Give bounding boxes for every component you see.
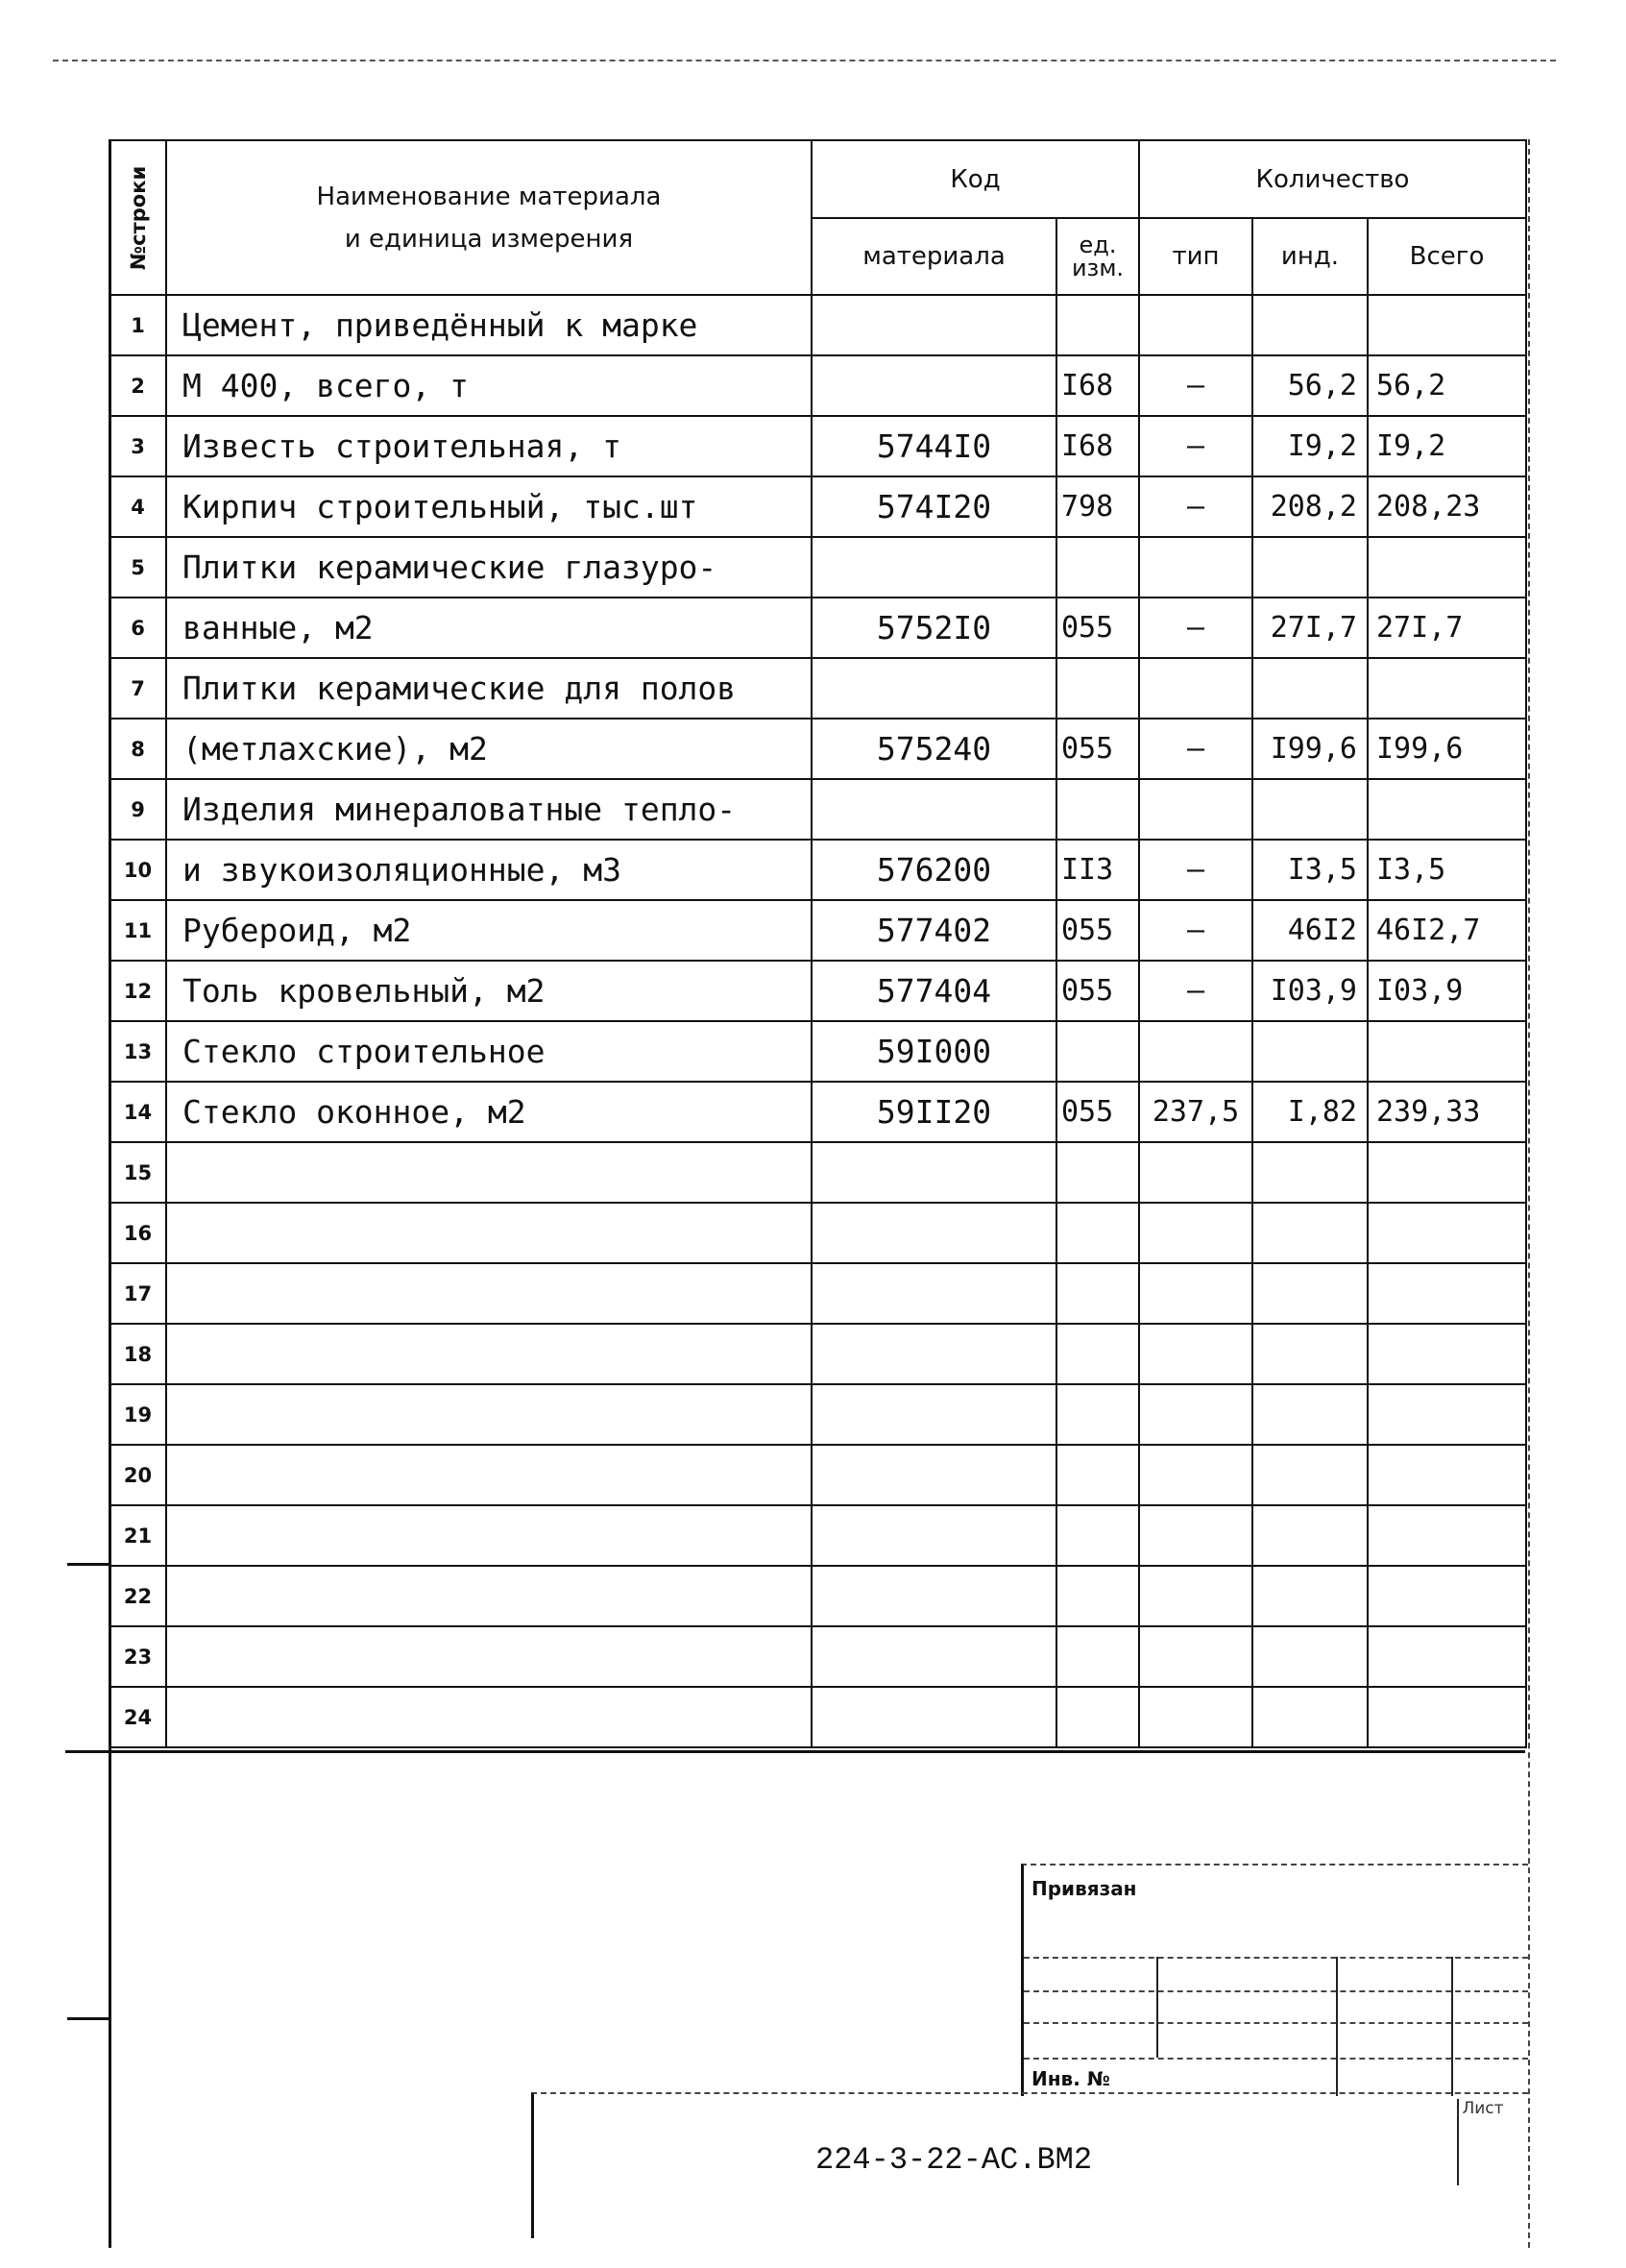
table-row <box>109 1505 1526 1566</box>
cell-name: Толь кровельный, м2 <box>166 961 812 1021</box>
cell-typ: – <box>1139 719 1252 779</box>
cell-code <box>812 1142 1056 1203</box>
cell-name <box>166 1263 812 1324</box>
table-row <box>109 719 1526 779</box>
cell-unit <box>1056 1445 1139 1505</box>
cell-no: 7 <box>109 658 166 719</box>
cell-name: Цемент, приведённый к марке <box>166 295 812 355</box>
cell-typ <box>1139 1505 1252 1566</box>
cell-ind <box>1252 295 1368 355</box>
table-row <box>109 416 1526 476</box>
cell-total: I99,6 <box>1368 719 1526 779</box>
cell-name: и звукоизоляционные, м3 <box>166 840 812 900</box>
cell-code <box>812 1626 1056 1687</box>
cell-ind <box>1252 1566 1368 1626</box>
cell-unit <box>1056 295 1139 355</box>
cell-total: I9,2 <box>1368 416 1526 476</box>
table-row <box>109 537 1526 597</box>
cell-typ: 237,5 <box>1139 1082 1252 1142</box>
top-border-line <box>53 60 1556 61</box>
cell-code <box>812 1263 1056 1324</box>
cell-code: 59I000 <box>812 1021 1056 1082</box>
cell-name: Плитки керамические глазуро- <box>166 537 812 597</box>
header-row-number <box>109 140 166 295</box>
cell-typ: – <box>1139 900 1252 961</box>
cell-ind: I99,6 <box>1252 719 1368 779</box>
cell-code: 59II20 <box>812 1082 1056 1142</box>
cell-total <box>1368 1445 1526 1505</box>
cell-name <box>166 1324 812 1384</box>
stamp-divider <box>1336 1957 1338 2096</box>
header-code: Код <box>812 140 1139 218</box>
cell-code: 576200 <box>812 840 1056 900</box>
cell-total: 27I,7 <box>1368 597 1526 658</box>
cell-no: 13 <box>109 1021 166 1082</box>
table-row <box>109 597 1526 658</box>
cell-unit: 798 <box>1056 476 1139 537</box>
table-row <box>109 1324 1526 1384</box>
cell-total: I3,5 <box>1368 840 1526 900</box>
cell-ind <box>1252 1142 1368 1203</box>
cell-name <box>166 1445 812 1505</box>
cell-ind <box>1252 779 1368 840</box>
header-row-number-label: №строки <box>126 165 150 270</box>
cell-total <box>1368 1626 1526 1687</box>
cell-total <box>1368 1142 1526 1203</box>
cell-ind <box>1252 1445 1368 1505</box>
cell-total: I03,9 <box>1368 961 1526 1021</box>
cell-unit: II3 <box>1056 840 1139 900</box>
cell-ind <box>1252 1626 1368 1687</box>
cell-unit <box>1056 1384 1139 1445</box>
cell-typ <box>1139 1142 1252 1203</box>
cell-typ: – <box>1139 416 1252 476</box>
cell-ind: 56,2 <box>1252 355 1368 416</box>
header-qty-ind: инд. <box>1252 218 1368 295</box>
cell-name <box>166 1566 812 1626</box>
header-qty-type: тип <box>1139 218 1252 295</box>
cell-code: 577402 <box>812 900 1056 961</box>
cell-name: Кирпич строительный, тыс.шт <box>166 476 812 537</box>
table-row <box>109 476 1526 537</box>
cell-name <box>166 1505 812 1566</box>
cell-name: Стекло оконное, м2 <box>166 1082 812 1142</box>
table-body <box>109 295 1526 1747</box>
margin-mark-upper <box>67 1563 110 1566</box>
sheet-number-box <box>1457 2099 1507 2185</box>
cell-ind <box>1252 1203 1368 1263</box>
cell-name: Известь строительная, т <box>166 416 812 476</box>
cell-no: 15 <box>109 1142 166 1203</box>
cell-no: 6 <box>109 597 166 658</box>
sheet-label: Лист <box>1462 2099 1504 2118</box>
cell-total <box>1368 1021 1526 1082</box>
cell-ind <box>1252 1263 1368 1324</box>
cell-typ <box>1139 658 1252 719</box>
cell-unit <box>1056 1203 1139 1263</box>
cell-no: 9 <box>109 779 166 840</box>
cell-typ <box>1139 779 1252 840</box>
cell-total <box>1368 1566 1526 1626</box>
cell-code <box>812 1324 1056 1384</box>
cell-name <box>166 1142 812 1203</box>
table-row <box>109 900 1526 961</box>
cell-typ <box>1139 1566 1252 1626</box>
cell-ind <box>1252 1324 1368 1384</box>
header-qty-total: Всего <box>1368 218 1526 295</box>
cell-unit <box>1056 1505 1139 1566</box>
cell-no: 10 <box>109 840 166 900</box>
cell-no: 12 <box>109 961 166 1021</box>
cell-ind: 208,2 <box>1252 476 1368 537</box>
header-quantity: Количество <box>1139 140 1526 218</box>
cell-total <box>1368 295 1526 355</box>
stamp-divider <box>1451 1957 1453 2096</box>
cell-code <box>812 1445 1056 1505</box>
cell-name: Стекло строительное <box>166 1021 812 1082</box>
cell-typ <box>1139 1021 1252 1082</box>
cell-ind: 27I,7 <box>1252 597 1368 658</box>
cell-code <box>812 658 1056 719</box>
cell-name: Плитки керамические для полов <box>166 658 812 719</box>
inventory-number-label: Инв. № <box>1031 2067 1110 2090</box>
cell-ind <box>1252 537 1368 597</box>
table-row <box>109 1021 1526 1082</box>
cell-unit <box>1056 1142 1139 1203</box>
cell-total: 208,23 <box>1368 476 1526 537</box>
cell-no: 14 <box>109 1082 166 1142</box>
table-row <box>109 1384 1526 1445</box>
table-bottom-line <box>65 1750 1525 1753</box>
cell-no: 20 <box>109 1445 166 1505</box>
cell-ind <box>1252 1505 1368 1566</box>
cell-code <box>812 355 1056 416</box>
cell-unit <box>1056 537 1139 597</box>
cell-total <box>1368 1687 1526 1747</box>
table-row <box>109 1445 1526 1505</box>
cell-unit <box>1056 1324 1139 1384</box>
cell-ind: I03,9 <box>1252 961 1368 1021</box>
cell-typ: – <box>1139 961 1252 1021</box>
cell-unit <box>1056 1263 1139 1324</box>
cell-code <box>812 1203 1056 1263</box>
cell-ind <box>1252 1687 1368 1747</box>
cell-total: 56,2 <box>1368 355 1526 416</box>
document-id: 224-3-22-АС.ВМ2 <box>815 2142 1093 2178</box>
cell-code <box>812 1566 1056 1626</box>
cell-code <box>812 295 1056 355</box>
cell-code: 5744I0 <box>812 416 1056 476</box>
table-row <box>109 658 1526 719</box>
cell-no: 24 <box>109 1687 166 1747</box>
cell-ind: I,82 <box>1252 1082 1368 1142</box>
header-name-line1: Наименование материала <box>316 182 662 211</box>
header-code-material: материала <box>812 218 1056 295</box>
cell-total <box>1368 1505 1526 1566</box>
cell-code <box>812 1687 1056 1747</box>
binding-stamp <box>1021 1864 1528 2096</box>
margin-mark-lower <box>67 2017 110 2020</box>
cell-ind <box>1252 1021 1368 1082</box>
cell-unit <box>1056 1626 1139 1687</box>
cell-total <box>1368 537 1526 597</box>
table-row <box>109 295 1526 355</box>
cell-typ <box>1139 1445 1252 1505</box>
table-row <box>109 1082 1526 1142</box>
cell-unit: 055 <box>1056 900 1139 961</box>
cell-code: 574I20 <box>812 476 1056 537</box>
cell-no: 8 <box>109 719 166 779</box>
cell-ind: 46I2 <box>1252 900 1368 961</box>
cell-total: 46I2,7 <box>1368 900 1526 961</box>
cell-code <box>812 779 1056 840</box>
cell-code <box>812 1505 1056 1566</box>
cell-total <box>1368 1203 1526 1263</box>
cell-unit: I68 <box>1056 416 1139 476</box>
cell-no: 1 <box>109 295 166 355</box>
cell-code: 577404 <box>812 961 1056 1021</box>
header-material-name <box>166 140 812 295</box>
cell-code <box>812 537 1056 597</box>
cell-total <box>1368 1263 1526 1324</box>
cell-name: ванные, м2 <box>166 597 812 658</box>
table-row <box>109 1263 1526 1324</box>
table-row <box>109 779 1526 840</box>
cell-typ <box>1139 537 1252 597</box>
cell-ind: I3,5 <box>1252 840 1368 900</box>
cell-no: 21 <box>109 1505 166 1566</box>
cell-unit: 055 <box>1056 597 1139 658</box>
table-row <box>109 1687 1526 1747</box>
cell-unit <box>1056 1687 1139 1747</box>
cell-code <box>812 1384 1056 1445</box>
cell-no: 3 <box>109 416 166 476</box>
cell-unit <box>1056 1021 1139 1082</box>
cell-name <box>166 1687 812 1747</box>
cell-typ: – <box>1139 840 1252 900</box>
cell-typ: – <box>1139 597 1252 658</box>
bound-label: Привязан <box>1031 1877 1137 1900</box>
cell-name: М 400, всего, т <box>166 355 812 416</box>
cell-unit <box>1056 779 1139 840</box>
cell-unit: 055 <box>1056 1082 1139 1142</box>
cell-typ <box>1139 1324 1252 1384</box>
cell-total <box>1368 1324 1526 1384</box>
cell-code: 5752I0 <box>812 597 1056 658</box>
cell-unit: I68 <box>1056 355 1139 416</box>
cell-typ: – <box>1139 476 1252 537</box>
cell-unit <box>1056 1566 1139 1626</box>
cell-name: (метлахские), м2 <box>166 719 812 779</box>
cell-ind <box>1252 658 1368 719</box>
cell-unit: 055 <box>1056 719 1139 779</box>
cell-unit <box>1056 658 1139 719</box>
cell-name: Изделия минераловатные тепло- <box>166 779 812 840</box>
cell-no: 18 <box>109 1324 166 1384</box>
cell-no: 11 <box>109 900 166 961</box>
table-row <box>109 1626 1526 1687</box>
cell-no: 2 <box>109 355 166 416</box>
title-block <box>531 2092 1528 2238</box>
cell-total <box>1368 1384 1526 1445</box>
header-name-line2: и единица измерения <box>344 224 634 254</box>
cell-no: 23 <box>109 1626 166 1687</box>
table-row <box>109 355 1526 416</box>
cell-name <box>166 1203 812 1263</box>
cell-no: 17 <box>109 1263 166 1324</box>
cell-no: 5 <box>109 537 166 597</box>
table-row <box>109 1203 1526 1263</box>
stamp-divider <box>1156 1957 1158 2058</box>
table-row <box>109 961 1526 1021</box>
cell-code: 575240 <box>812 719 1056 779</box>
cell-name: Рубероид, м2 <box>166 900 812 961</box>
cell-name <box>166 1384 812 1445</box>
cell-no: 22 <box>109 1566 166 1626</box>
cell-typ: – <box>1139 355 1252 416</box>
cell-typ <box>1139 1687 1252 1747</box>
table-row <box>109 1142 1526 1203</box>
cell-unit: 055 <box>1056 961 1139 1021</box>
cell-no: 16 <box>109 1203 166 1263</box>
table-row <box>109 1566 1526 1626</box>
cell-name <box>166 1626 812 1687</box>
cell-no: 19 <box>109 1384 166 1445</box>
cell-no: 4 <box>109 476 166 537</box>
cell-typ <box>1139 1203 1252 1263</box>
cell-total: 239,33 <box>1368 1082 1526 1142</box>
cell-total <box>1368 779 1526 840</box>
table-row <box>109 840 1526 900</box>
header-code-unit: ед. изм. <box>1056 218 1139 295</box>
materials-table <box>109 139 1527 1748</box>
cell-ind: I9,2 <box>1252 416 1368 476</box>
cell-total <box>1368 658 1526 719</box>
cell-typ <box>1139 1626 1252 1687</box>
cell-typ <box>1139 295 1252 355</box>
cell-ind <box>1252 1384 1368 1445</box>
cell-typ <box>1139 1384 1252 1445</box>
cell-typ <box>1139 1263 1252 1324</box>
